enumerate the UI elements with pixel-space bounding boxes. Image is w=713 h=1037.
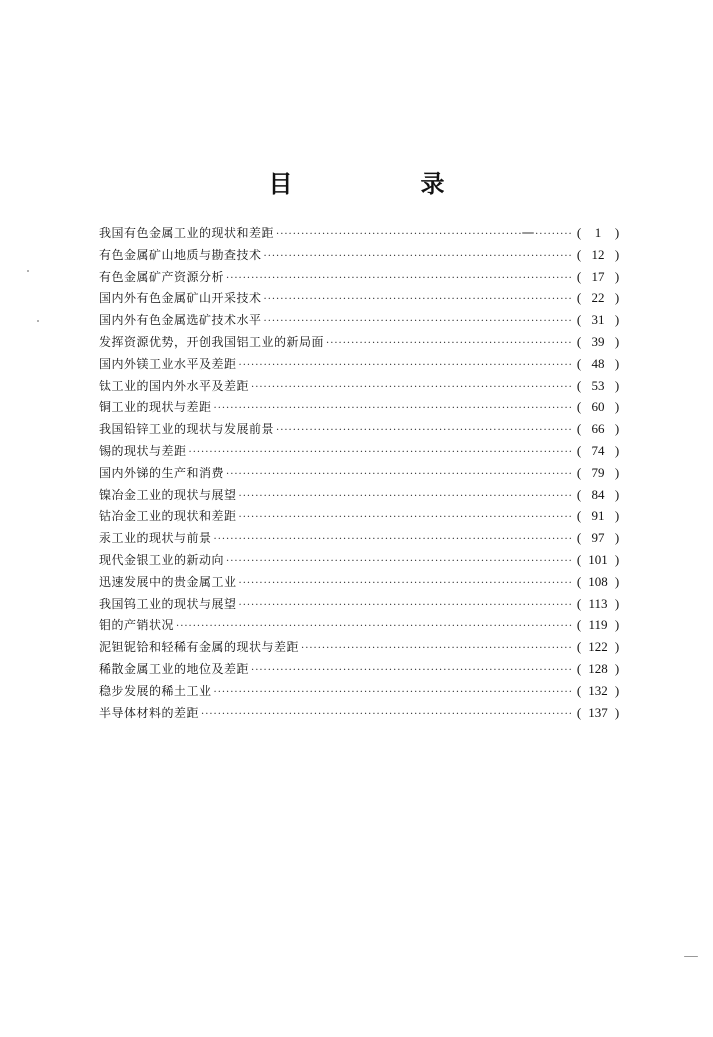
toc-page-ref: ( 84 ) — [575, 484, 621, 506]
toc-leader-dots — [239, 507, 573, 529]
toc-page-number: 101 — [588, 551, 608, 567]
toc-leader-dots — [176, 616, 573, 638]
toc-entry-title: 现代金银工业的新动向 — [99, 552, 225, 567]
toc-entry — [99, 309, 621, 331]
toc-page-ref: ( 12 ) — [575, 244, 621, 266]
toc-entry — [99, 418, 621, 440]
toc-entry-title: 国内外锑的生产和消费 — [99, 465, 225, 480]
toc-entry — [99, 549, 621, 571]
page-title: 目 录 — [268, 169, 497, 198]
toc-page-ref: ( 17 ) — [575, 266, 621, 288]
toc-leader-dots — [226, 268, 573, 290]
toc-page-number: 79 — [591, 464, 605, 480]
toc-page-number: 119 — [588, 617, 608, 633]
scan-mark — [684, 956, 698, 957]
toc-leader-dots — [226, 464, 573, 486]
toc-page-number: 128 — [588, 660, 608, 676]
toc-entry-title: 汞工业的现状与前景 — [99, 531, 212, 546]
scan-speck — [37, 320, 39, 322]
toc-entry-title: 国内外有色金属选矿技术水平 — [99, 313, 262, 328]
toc-page-number: 108 — [588, 573, 608, 589]
toc-page-ref: ( 39 ) — [575, 331, 621, 353]
toc-page-number: 48 — [591, 355, 605, 371]
toc-entry-title: 稳步发展的稀土工业 — [99, 683, 212, 698]
toc-entry-title: 我国铅锌工业的现状与发展前景 — [99, 422, 275, 437]
toc-entry — [99, 287, 621, 309]
table-of-contents — [99, 222, 621, 723]
toc-leader-dots — [264, 246, 573, 268]
toc-page-number: 66 — [591, 421, 605, 437]
toc-page-ref: ( 22 ) — [575, 287, 621, 309]
toc-page-ref: ( 31 ) — [575, 309, 621, 331]
toc-entry-title: 我国钨工业的现状与展望 — [99, 596, 237, 611]
toc-entry-title: 泥钽铌铪和轻稀有金属的现状与差距 — [99, 640, 300, 655]
toc-page-ref: ( 122 ) — [575, 636, 621, 658]
toc-page-ref: ( 97 ) — [575, 527, 621, 549]
toc-page-ref: ( 137 ) — [575, 702, 621, 724]
toc-entry — [99, 222, 621, 244]
toc-page-ref: ( 66 ) — [575, 418, 621, 440]
scan-speck — [27, 270, 29, 272]
toc-entry — [99, 680, 621, 702]
toc-page-ref: ( 53 ) — [575, 375, 621, 397]
toc-entry — [99, 614, 621, 636]
toc-leader-dots — [276, 420, 573, 442]
toc-entry — [99, 527, 621, 549]
toc-entry-title: 钴冶金工业的现状和差距 — [99, 509, 237, 524]
toc-page-number: 31 — [591, 312, 605, 328]
toc-entry-title: 镍冶金工业的现状与展望 — [99, 487, 237, 502]
toc-page-number: 17 — [591, 268, 605, 284]
toc-page-ref: ( 79 ) — [575, 462, 621, 484]
toc-leader-dots — [251, 377, 573, 399]
toc-entry — [99, 244, 621, 266]
toc-leader-dots — [251, 660, 573, 682]
toc-entry-title: 迅速发展中的贵金属工业 — [99, 574, 237, 589]
toc-leader-dots — [264, 311, 573, 333]
toc-entry — [99, 331, 621, 353]
toc-page-ref: ( 74 ) — [575, 440, 621, 462]
toc-entry — [99, 636, 621, 658]
toc-page-number: 1 — [594, 225, 602, 240]
toc-page-ref: ( 119 ) — [575, 614, 621, 636]
toc-entry-title: 钼的产销状况 — [99, 618, 175, 633]
toc-entry-title: 钛工业的国内外水平及差距 — [99, 378, 250, 393]
toc-entry — [99, 375, 621, 397]
toc-page-number: 22 — [591, 290, 605, 306]
toc-entry-title: 发挥资源优势，开创我国铝工业的新局面 — [99, 334, 325, 349]
toc-page-number: 84 — [591, 486, 605, 502]
toc-page-number: 91 — [591, 508, 605, 524]
toc-leader-dots — [226, 551, 573, 573]
toc-entry-title: 有色金属矿山地质与勘查技术 — [99, 247, 262, 262]
toc-leader-dots — [201, 704, 573, 726]
toc-page-number: 113 — [588, 595, 608, 611]
scan-mark — [522, 232, 534, 234]
toc-page-ref: ( 128 ) — [575, 658, 621, 680]
toc-leader-dots — [239, 355, 573, 377]
toc-page-number: 53 — [591, 377, 605, 393]
toc-page-ref: ( 48 ) — [575, 353, 621, 375]
toc-entry-title: 铜工业的现状与差距 — [99, 400, 212, 415]
toc-leader-dots — [326, 333, 573, 355]
toc-entry — [99, 353, 621, 375]
toc-entry — [99, 462, 621, 484]
toc-entry-title: 锡的现状与差距 — [99, 443, 187, 458]
toc-entry — [99, 571, 621, 593]
toc-page-ref: ( 132 ) — [575, 680, 621, 702]
toc-leader-dots — [214, 682, 573, 704]
toc-entry — [99, 266, 621, 288]
toc-leader-dots — [189, 442, 573, 464]
toc-entry-title: 国内外有色金属矿山开采技术 — [99, 291, 262, 306]
toc-leader-dots — [301, 638, 573, 660]
toc-leader-dots — [214, 398, 573, 420]
toc-page-ref: ( 108 ) — [575, 571, 621, 593]
toc-leader-dots — [264, 289, 573, 311]
toc-entry-title: 我国有色金属工业的现状和差距 — [99, 226, 275, 240]
toc-page-ref: ( 1 ) — [575, 222, 621, 244]
toc-page-number: 122 — [588, 639, 608, 655]
toc-leader-dots — [239, 595, 573, 617]
toc-entry — [99, 396, 621, 418]
toc-page-number: 74 — [591, 442, 605, 458]
toc-page-ref: ( 91 ) — [575, 505, 621, 527]
toc-page-number: 12 — [591, 246, 605, 262]
toc-entry — [99, 702, 621, 724]
toc-page-number: 39 — [591, 333, 605, 349]
toc-entry-title: 有色金属矿产资源分析 — [99, 269, 225, 284]
toc-page-ref: ( 101 ) — [575, 549, 621, 571]
toc-entry — [99, 484, 621, 506]
toc-page-number: 60 — [591, 399, 605, 415]
toc-entry — [99, 593, 621, 615]
toc-page-number: 97 — [591, 530, 605, 546]
toc-leader-dots — [276, 224, 573, 246]
toc-leader-dots — [239, 573, 573, 595]
toc-page-number: 137 — [588, 704, 608, 720]
toc-entry-title: 半导体材料的差距 — [99, 705, 200, 720]
toc-entry — [99, 658, 621, 680]
toc-leader-dots — [214, 529, 573, 551]
toc-entry — [99, 505, 621, 527]
toc-entry-title: 稀散金属工业的地位及差距 — [99, 661, 250, 676]
toc-leader-dots — [239, 486, 573, 508]
toc-page-ref: ( 60 ) — [575, 396, 621, 418]
toc-page-ref: ( 113 ) — [575, 593, 621, 615]
toc-page-number: 132 — [588, 682, 608, 698]
toc-entry — [99, 440, 621, 462]
toc-entry-title: 国内外镁工业水平及差距 — [99, 356, 237, 371]
